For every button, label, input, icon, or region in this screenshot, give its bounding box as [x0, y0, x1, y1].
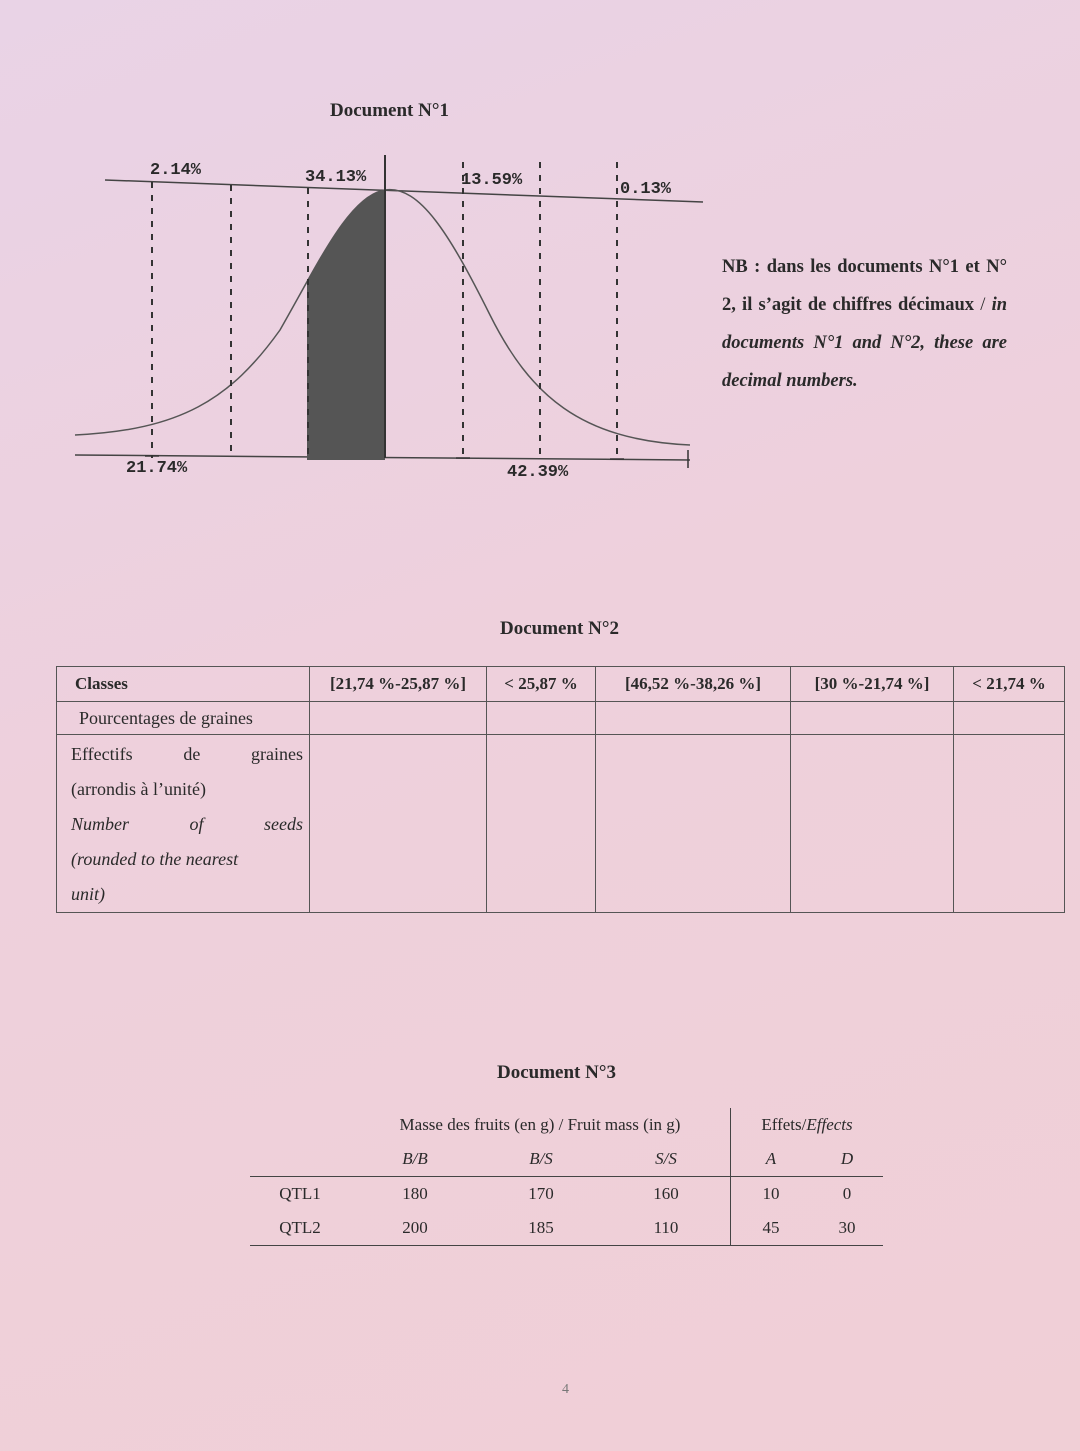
cell: 110 — [602, 1211, 731, 1246]
sub-header-row — [250, 1142, 883, 1177]
table-row — [250, 1211, 883, 1246]
label-2-14: 2.14% — [150, 161, 202, 180]
note-separator: / — [974, 295, 992, 315]
count-cell[interactable] — [487, 735, 596, 913]
cell: 160 — [602, 1177, 731, 1212]
page-number: 4 — [562, 1382, 569, 1397]
count-cell[interactable] — [310, 735, 487, 913]
cell: 170 — [480, 1177, 602, 1212]
cell: 200 — [350, 1211, 480, 1246]
sub-header-a: A — [731, 1142, 812, 1177]
percent-cell[interactable] — [954, 702, 1065, 735]
row-label: QTL2 — [250, 1211, 350, 1246]
cell: 185 — [480, 1211, 602, 1246]
label-34-13: 34.13% — [305, 168, 367, 187]
sub-header-bs: B/S — [480, 1142, 602, 1177]
cell: 180 — [350, 1177, 480, 1212]
header-class-2: < 25,87 % — [487, 667, 596, 702]
row-label: QTL1 — [250, 1177, 350, 1212]
document2-title: Document N°2 — [500, 618, 619, 639]
cell: 10 — [731, 1177, 812, 1212]
note-paragraph — [722, 248, 1007, 400]
label-13-59: 13.59% — [461, 171, 523, 190]
cell: 0 — [811, 1177, 883, 1212]
percent-row-label: Pourcentages de graines — [57, 702, 310, 735]
percent-row — [57, 702, 1065, 735]
sub-header-bb: B/B — [350, 1142, 480, 1177]
header-class-5: < 21,74 % — [954, 667, 1065, 702]
label-0-13: 0.13% — [620, 180, 672, 199]
document2-table — [56, 666, 1065, 913]
percent-cell[interactable] — [791, 702, 954, 735]
sub-header-ss: S/S — [602, 1142, 731, 1177]
effects-header: Effets/Effects — [761, 1115, 853, 1134]
document1-title: Document N°1 — [330, 100, 449, 121]
header-row — [57, 667, 1065, 702]
mass-header: Masse des fruits (en g) / Fruit mass (in g) — [350, 1108, 731, 1142]
note-french: NB : dans les documents N°1 et N° 2, il s’agit de chiffres décimaux — [722, 257, 1007, 315]
header-class-4: [30 %-21,74 %] — [791, 667, 954, 702]
sub-header-d: D — [811, 1142, 883, 1177]
count-row — [57, 735, 1065, 913]
percent-cell[interactable] — [487, 702, 596, 735]
percent-cell[interactable] — [596, 702, 791, 735]
header-class-3: [46,52 %-38,26 %] — [596, 667, 791, 702]
count-row-label: Effectifs de graines (arrondis à l’unité) Number of seeds (rounded to the nearest unit) — [57, 735, 310, 913]
count-cell[interactable] — [954, 735, 1065, 913]
header-class-1: [21,74 %-25,87 %] — [310, 667, 487, 702]
percent-cell[interactable] — [310, 702, 487, 735]
top-horizontal-line — [105, 180, 703, 202]
cell: 45 — [731, 1211, 812, 1246]
document3-title: Document N°3 — [497, 1062, 616, 1083]
cell: 30 — [811, 1211, 883, 1246]
normal-distribution-figure — [0, 140, 720, 500]
label-42-39: 42.39% — [507, 463, 569, 482]
count-cell[interactable] — [791, 735, 954, 913]
group-header-row — [250, 1108, 883, 1142]
note-english: in documents N°1 and N°2, these are decimal numbers. — [722, 295, 1007, 391]
table-row — [250, 1177, 883, 1212]
count-cell[interactable] — [596, 735, 791, 913]
label-21-74: 21.74% — [126, 459, 188, 478]
document3-table — [250, 1108, 883, 1246]
header-classes: Classes — [57, 667, 310, 702]
